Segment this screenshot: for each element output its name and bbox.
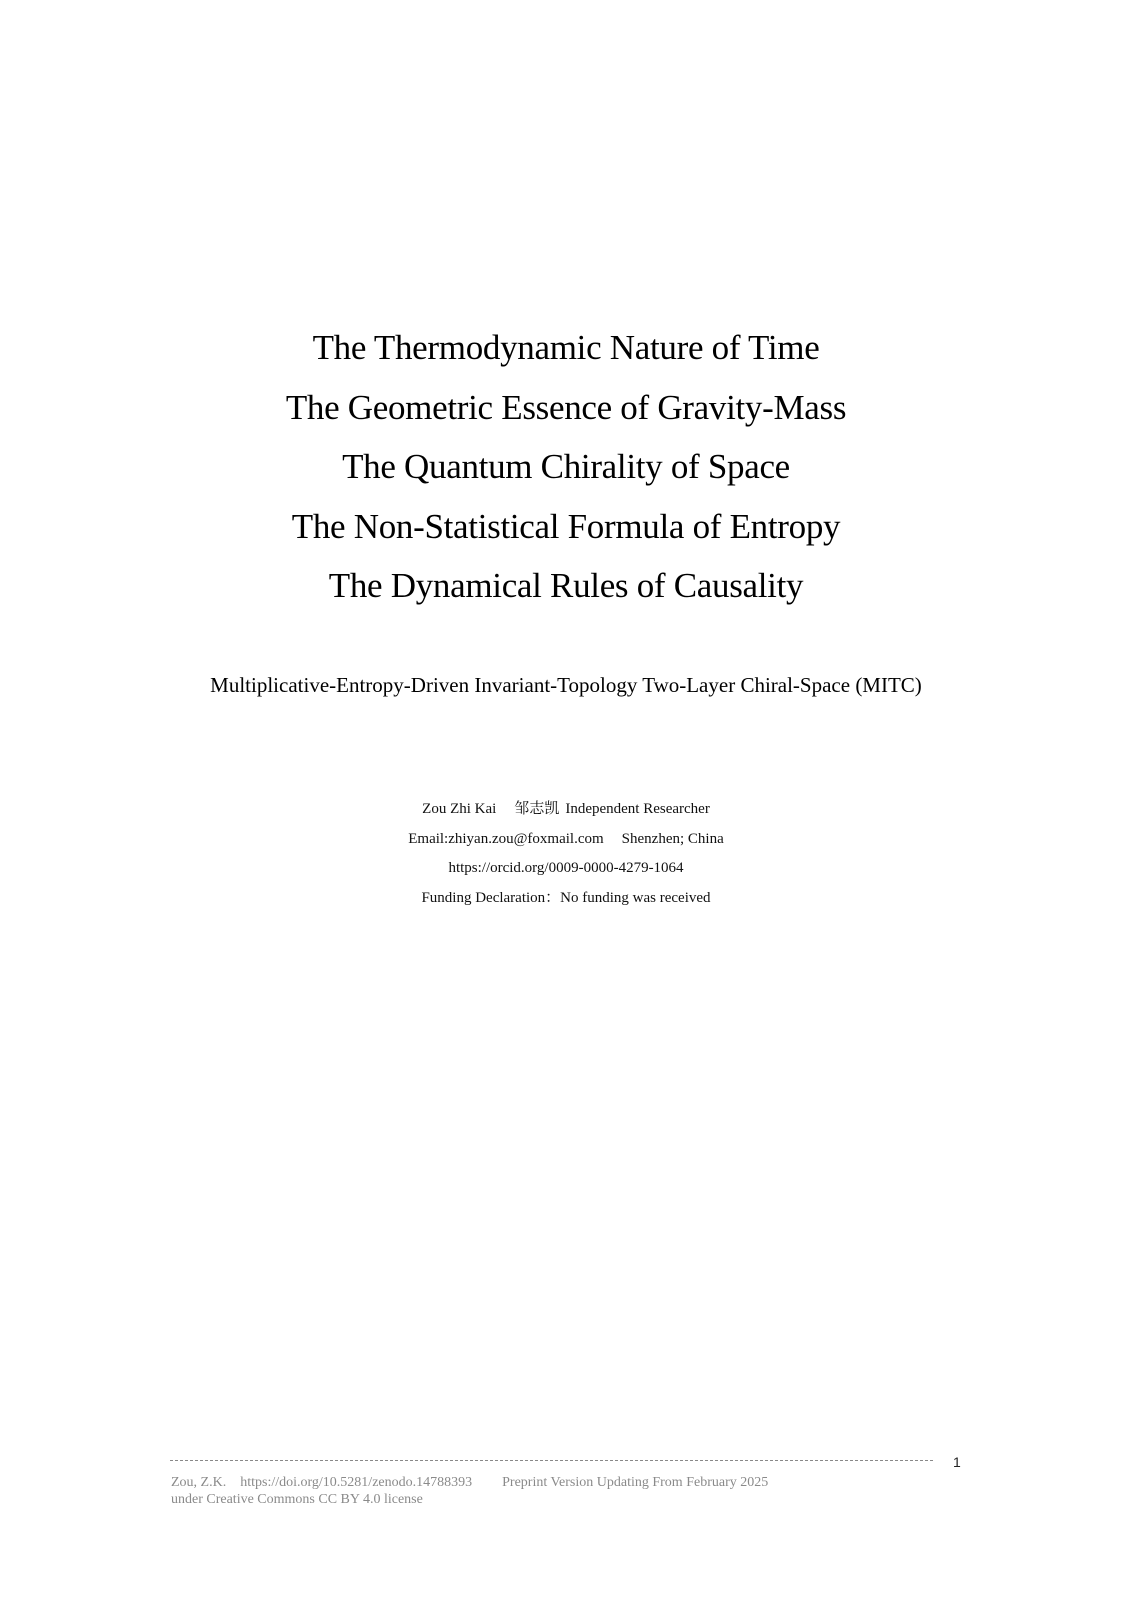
footer-doi-link[interactable]: https://doi.org/10.5281/zenodo.14788393 — [240, 1475, 473, 1490]
title-block — [0, 318, 1132, 616]
orcid-link[interactable]: https://orcid.org/0009-0000-4279-1064 — [448, 860, 684, 876]
footer-divider — [170, 1460, 933, 1461]
footer — [171, 1474, 768, 1508]
author-affiliation: Independent Researcher — [565, 801, 710, 817]
contact-line — [0, 825, 1132, 855]
subtitle: Multiplicative-Entropy-Driven Invariant-Topology Two-Layer Chiral-Space (MITC) — [210, 673, 922, 697]
author-location: Shenzhen; China — [621, 830, 724, 847]
orcid-line — [0, 854, 1132, 884]
funding-line — [0, 884, 1132, 914]
page-number: 1 — [953, 1454, 961, 1470]
author-name: Zou Zhi Kai — [422, 801, 497, 817]
footer-citation: Zou, Z.K. — [171, 1475, 227, 1490]
title-line-5: The Dynamical Rules of Causality — [328, 566, 804, 605]
author-line — [0, 795, 1132, 825]
author-email: Email:zhiyan.zou@foxmail.com — [408, 830, 604, 847]
title-line-1: The Thermodynamic Nature of Time — [312, 328, 820, 367]
title-line-3: The Quantum Chirality of Space — [342, 447, 790, 486]
title-line-2: The Geometric Essence of Gravity-Mass — [285, 387, 847, 427]
footer-line-1 — [171, 1474, 768, 1491]
funding-declaration: Funding Declaration：No funding was received — [421, 889, 711, 906]
title-line-4: The Non-Statistical Formula of Entropy — [291, 506, 841, 546]
author-block — [0, 795, 1132, 913]
footer-version: Preprint Version Updating From February 2025 — [502, 1475, 769, 1490]
author-name-cn: 邹志凯 — [514, 801, 560, 817]
footer-license: under Creative Commons CC BY 4.0 license — [171, 1492, 423, 1507]
